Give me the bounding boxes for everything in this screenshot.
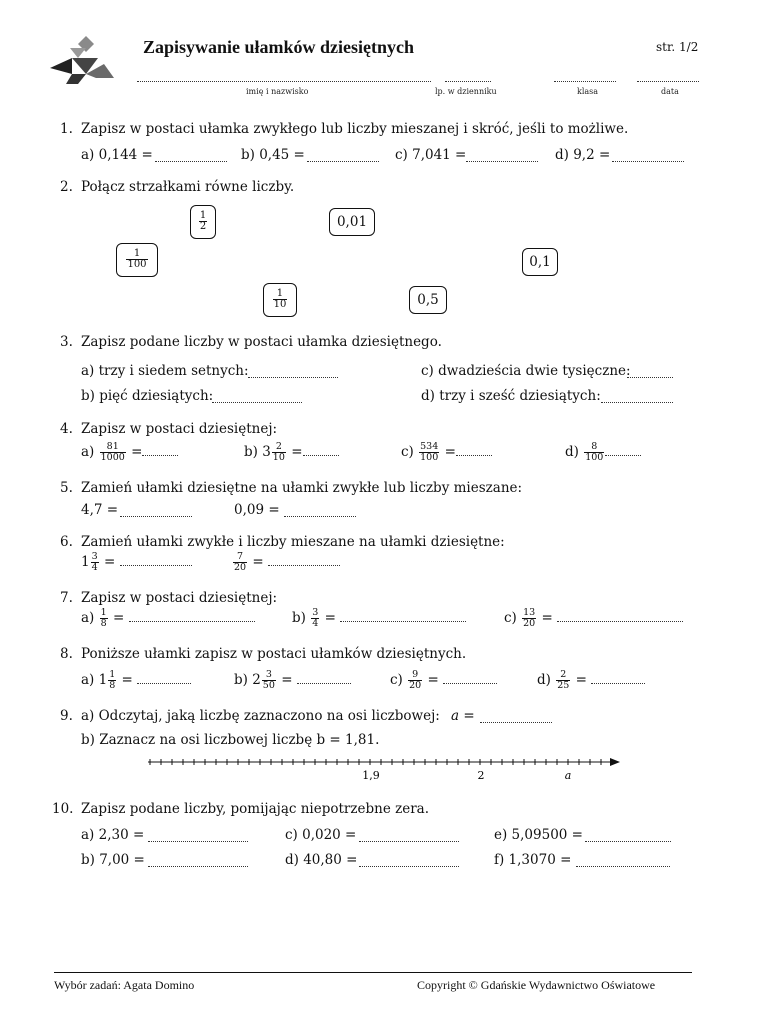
item-label: c) 0,020 =	[285, 827, 357, 843]
number-box-0-1[interactable]: 0,1	[522, 248, 558, 276]
item-label: a) 0,144 =	[81, 147, 153, 163]
date-field[interactable]	[637, 71, 699, 82]
question-number: 5.	[60, 480, 73, 496]
item-label: e) 5,09500 =	[494, 827, 583, 843]
question-number: 4.	[60, 421, 73, 437]
fraction-item: a) $\frac{1}{8}$ =	[81, 608, 255, 629]
item-label: d) 40,80 =	[285, 852, 358, 868]
item-label: b) pięć dziesiątych:	[81, 388, 214, 404]
question-text: Połącz strzałkami równe liczby.	[81, 179, 295, 195]
answer-blank[interactable]	[627, 367, 673, 378]
fraction-item: c) $\frac{13}{20}$ =	[504, 608, 683, 629]
number-box-0-01[interactable]: 0,01	[329, 208, 375, 236]
item-label: c) 7,041 =	[395, 147, 467, 163]
item-label: a) 2,30 =	[81, 827, 145, 843]
item-label: d) trzy i sześć dziesiątych:	[421, 388, 601, 404]
question-number: 8.	[60, 646, 73, 662]
axis-label: 1,9	[362, 769, 380, 782]
fraction-item: b) $\frac{3}{4}$ =	[292, 608, 466, 629]
item-label: b) 7,00 =	[81, 852, 145, 868]
answer-blank[interactable]	[148, 856, 248, 867]
answer-blank[interactable]	[612, 151, 684, 162]
question-text: Zapisz w postaci dziesiętnej:	[81, 421, 278, 437]
answer-blank[interactable]	[601, 392, 673, 403]
page-number: str. 1/2	[656, 40, 699, 54]
question-number: 1.	[60, 121, 73, 137]
fraction-item: d) $\frac{8}{100}$	[565, 442, 641, 463]
footer-author: Wybór zadań: Agata Domino	[54, 978, 195, 992]
publisher-logo	[48, 34, 116, 88]
fraction-item: a) 1 $\frac{1}{8}$ =	[81, 670, 191, 691]
item-label: f) 1,3070 =	[494, 852, 572, 868]
answer-blank[interactable]	[307, 151, 379, 162]
answer-blank[interactable]	[359, 856, 459, 867]
question-text: Zapisz podane liczby, pomijając niepotrzebne zera.	[81, 801, 429, 817]
item-label: c) dwadzieścia dwie tysięczne:	[421, 363, 631, 379]
footer-copyright: Copyright © Gdańskie Wydawnictwo Oświatowe	[417, 978, 656, 992]
answer-blank[interactable]	[359, 831, 459, 842]
question-text: Zamień ułamki zwykłe i liczby mieszane na ułamki dziesiętne:	[81, 534, 505, 550]
fraction-item: 1 $\frac{3}{4}$ =	[81, 552, 192, 573]
question-text: Zapisz w postaci ułamka zwykłego lub liczby mieszanej i skróć, jeśli to możliwe.	[81, 121, 629, 137]
class-field-label: klasa	[577, 87, 599, 96]
item-label: 4,7 =	[81, 502, 119, 518]
question-text: Zapisz w postaci dziesiętnej:	[81, 590, 278, 606]
answer-blank[interactable]	[466, 151, 538, 162]
question-text: b) Zaznacz na osi liczbowej liczbę b = 1,81.	[81, 732, 380, 748]
question-number: 10.	[52, 801, 74, 817]
fraction-item: c) $\frac{9}{20}$ =	[390, 670, 497, 691]
page-title: Zapisywanie ułamków dziesiętnych	[143, 37, 415, 57]
question-number: 7.	[60, 590, 73, 606]
fraction-item: d) $\frac{2}{25}$ =	[537, 670, 645, 691]
item-label: d) 9,2 =	[555, 147, 611, 163]
answer-blank[interactable]	[248, 367, 338, 378]
class-field[interactable]	[554, 71, 616, 82]
item-label: a) trzy i siedem setnych:	[81, 363, 249, 379]
question-text: Zapisz podane liczby w postaci ułamka dziesiętnego.	[81, 334, 442, 350]
fraction-item: a) $\frac{81}{1000}$ =	[81, 442, 178, 463]
number-box-half[interactable]: $\frac{1}{2}$	[190, 205, 216, 239]
question-number: 6.	[60, 534, 73, 550]
question-number: 3.	[60, 334, 73, 350]
date-field-label: data	[661, 87, 679, 96]
axis-label: a	[564, 769, 572, 782]
question-number: 9.	[60, 708, 73, 724]
number-box-0-5[interactable]: 0,5	[409, 286, 447, 314]
question-text: Zamień ułamki dziesiętne na ułamki zwykłe lub liczby mieszane:	[81, 480, 523, 496]
answer-blank[interactable]	[576, 856, 670, 867]
number-box-hundredth[interactable]: $\frac{1}{100}$	[116, 243, 158, 277]
fraction-item: b) 2 $\frac{3}{50}$ =	[234, 670, 351, 691]
answer-blank[interactable]	[155, 151, 227, 162]
question-text: Poniższe ułamki zapisz w postaci ułamków dziesiętnych.	[81, 646, 467, 662]
answer-blank[interactable]	[148, 831, 248, 842]
answer-blank[interactable]	[480, 712, 552, 723]
question-text: a) Odczytaj, jaką liczbę zaznaczono na osi liczbowej:	[81, 708, 440, 724]
footer-rule	[54, 972, 692, 973]
number-box-tenth[interactable]: $\frac{1}{10}$	[263, 283, 297, 317]
axis-label: 2	[477, 769, 485, 782]
answer-blank[interactable]	[585, 831, 671, 842]
answer-blank[interactable]	[284, 506, 356, 517]
number-line[interactable]	[146, 752, 622, 786]
name-field-label: imię i nazwisko	[246, 87, 309, 96]
class-number-field[interactable]	[445, 71, 491, 82]
question-number: 2.	[60, 179, 73, 195]
fraction-item: b) 3 $\frac{2}{10}$ =	[244, 442, 339, 463]
fraction-item: $\frac{7}{20}$ =	[232, 552, 340, 573]
variable-a: a =	[451, 708, 475, 724]
item-label: 0,09 =	[234, 502, 280, 518]
name-field[interactable]	[137, 71, 431, 82]
answer-blank[interactable]	[120, 506, 192, 517]
fraction-item: c) $\frac{534}{100}$ =	[401, 442, 492, 463]
answer-blank[interactable]	[212, 392, 302, 403]
class-number-field-label: lp. w dzienniku	[435, 87, 497, 96]
item-label: b) 0,45 =	[241, 147, 305, 163]
